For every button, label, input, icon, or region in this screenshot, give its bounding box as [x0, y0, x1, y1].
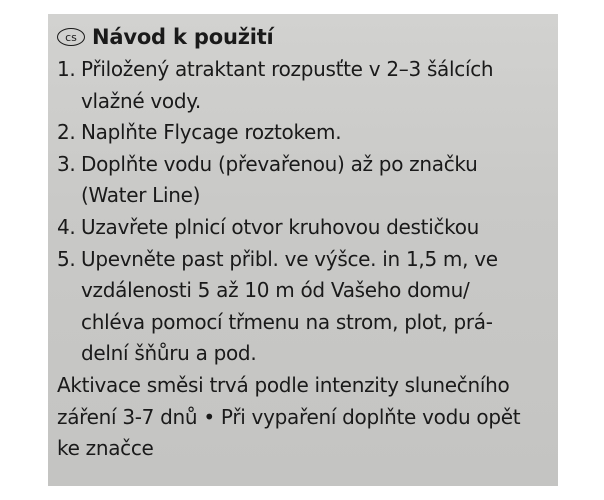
instructions-heading	[57, 20, 558, 54]
step-text-line: delní šňůru a pod.	[81, 341, 257, 366]
step-text	[81, 117, 558, 149]
step-text	[81, 54, 558, 117]
activation-note	[57, 370, 558, 465]
step-text	[81, 212, 558, 244]
step-number: 4.	[57, 214, 76, 239]
step-item	[57, 149, 558, 212]
language-badge: cs	[57, 28, 85, 46]
step-text-line: Přiložený atraktant rozpusťte v 2–3 šálcích	[81, 57, 494, 81]
note-line: ke značce	[57, 436, 154, 461]
step-text	[81, 149, 558, 212]
step-number: 2.	[57, 120, 76, 145]
step-text-line: vzdálenosti 5 až 10 m ód Vašeho domu/	[81, 278, 470, 303]
steps-list	[57, 54, 558, 370]
step-text-line: Naplňte Flycage roztokem.	[81, 120, 342, 145]
step-item	[57, 244, 558, 370]
step-number: 5.	[57, 246, 76, 271]
step-text-line: Doplňte vodu (převařenou) až po značku	[81, 151, 478, 176]
step-item	[57, 54, 558, 117]
note-line: Aktivace směsi trvá podle intenzity slunečního	[57, 372, 510, 397]
instructions-title: Návod k použití	[92, 25, 274, 49]
step-text-line: (Water Line)	[81, 183, 201, 208]
instruction-label	[48, 14, 558, 486]
step-number: 3.	[57, 151, 76, 176]
step-text	[81, 244, 558, 370]
step-item	[57, 117, 558, 149]
step-text-line: vlažné vody.	[81, 88, 201, 113]
step-text-line: chléva pomocí třmenu na strom, plot, prá-	[81, 309, 493, 334]
note-line: záření 3-7 dnů • Při vypaření doplňte vodu opět	[57, 404, 521, 429]
step-text-line: Uzavřete plnicí otvor kruhovou destičkou	[81, 214, 480, 239]
step-item	[57, 212, 558, 244]
step-text-line: Upevněte past přibl. ve výšce. in 1,5 m, ve	[81, 246, 498, 271]
step-number: 1.	[57, 57, 76, 81]
